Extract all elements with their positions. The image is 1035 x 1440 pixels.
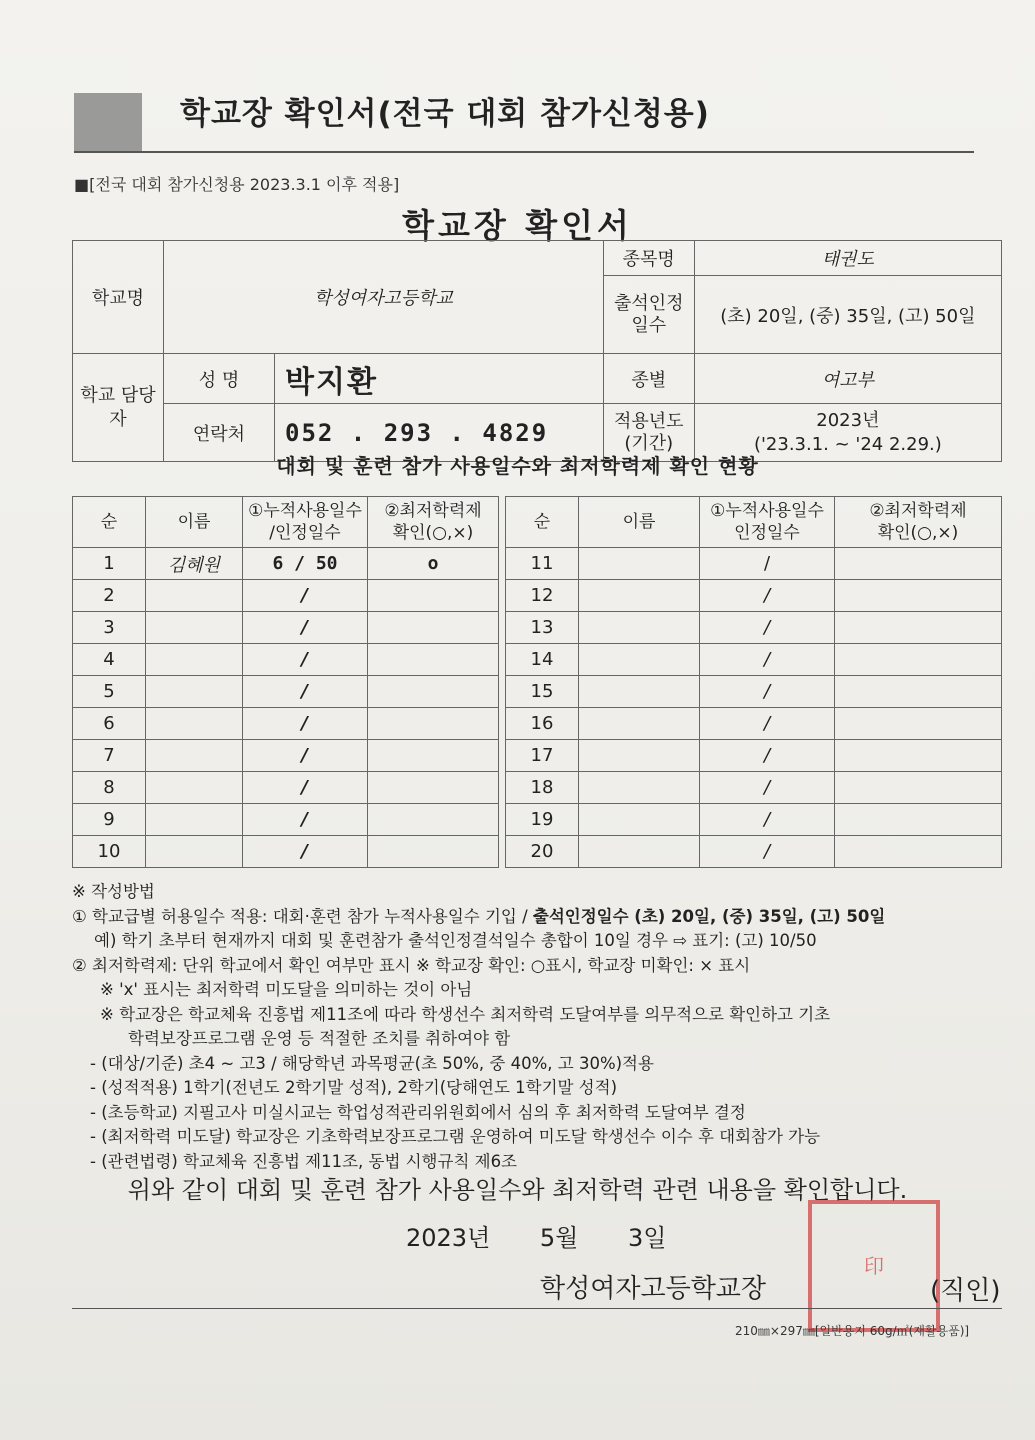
footer-divider bbox=[72, 1308, 1002, 1309]
table-row bbox=[73, 612, 1002, 644]
academic-check bbox=[368, 644, 499, 676]
table-row bbox=[73, 548, 1002, 580]
instruction-line: ※ 학교장은 학교체육 진흥법 제11조에 따라 학생선수 최저학력 도달여부를 의무적으로 확인하고 기초 bbox=[100, 1004, 831, 1024]
col-days-left bbox=[243, 497, 368, 548]
staff-label: 학교 담당자 bbox=[73, 354, 164, 462]
row-number: 5 bbox=[73, 676, 146, 708]
academic-check bbox=[835, 804, 1002, 836]
applicability-note: ■[전국 대회 참가신청용 2023.3.1 이후 적용] bbox=[74, 175, 400, 194]
col-check-left-line2: 확인(○,×) bbox=[392, 523, 474, 543]
academic-check bbox=[368, 836, 499, 868]
academic-check bbox=[368, 676, 499, 708]
days-used: / bbox=[243, 644, 368, 676]
column-gap bbox=[499, 676, 506, 708]
contact-label: 연락처 bbox=[164, 404, 275, 462]
row-number: 6 bbox=[73, 708, 146, 740]
days-used: / bbox=[700, 772, 835, 804]
instructions-block bbox=[72, 880, 1012, 1174]
col-name-left: 이름 bbox=[146, 497, 243, 548]
days-used: / bbox=[700, 644, 835, 676]
table-row bbox=[73, 708, 1002, 740]
official-seal-stamp: 印 bbox=[808, 1200, 940, 1332]
col-days-right-line1: ①누적사용일수 bbox=[710, 501, 824, 521]
column-gap bbox=[499, 580, 506, 612]
col-no-right: 순 bbox=[506, 497, 579, 548]
attendance-label: 출석인정 일수 bbox=[603, 276, 694, 354]
name-label: 성 명 bbox=[164, 354, 275, 404]
academic-check bbox=[835, 644, 1002, 676]
student-name bbox=[579, 676, 700, 708]
academic-check bbox=[835, 708, 1002, 740]
date-month: 5월 bbox=[539, 1224, 579, 1252]
paper-spec: 210㎜×297㎜[일반용지 60g/㎡(재활용품)] bbox=[735, 1324, 970, 1338]
days-used: / bbox=[243, 804, 368, 836]
student-name bbox=[579, 740, 700, 772]
col-days-left-line2: /인정일수 bbox=[269, 523, 341, 543]
academic-check bbox=[835, 740, 1002, 772]
row-number: 19 bbox=[506, 804, 579, 836]
column-gap bbox=[499, 708, 506, 740]
academic-check bbox=[368, 612, 499, 644]
instruction-line: ※ 'x' 표시는 최저학력 미도달을 의미하는 것이 아님 bbox=[100, 980, 473, 999]
instruction-line: - (성적적용) 1학기(전년도 2학기말 성적), 2학기(당해연도 1학기말 성적) bbox=[90, 1078, 618, 1097]
name-handwritten: 박지환 bbox=[275, 354, 604, 404]
student-name bbox=[146, 580, 243, 612]
principal-signature: 학성여자고등학교장 bbox=[540, 1274, 767, 1304]
col-days-right-line2: 인정일수 bbox=[734, 523, 800, 543]
column-gap bbox=[499, 804, 506, 836]
row-number: 20 bbox=[506, 836, 579, 868]
table-row bbox=[73, 836, 1002, 868]
academic-check bbox=[368, 580, 499, 612]
student-name bbox=[146, 804, 243, 836]
academic-check bbox=[368, 708, 499, 740]
instruction-line: - (최저학력 미도달) 학교장은 기초학력보장프로그램 운영하여 미도달 학생선수 이수 후 대회참가 가능 bbox=[90, 1127, 821, 1146]
student-name bbox=[579, 708, 700, 740]
academic-check bbox=[835, 676, 1002, 708]
column-gap bbox=[499, 740, 506, 772]
instruction-line: - (초등학교) 지필고사 미실시교는 학업성적관리위원회에서 심의 후 최저학력 도달여부 결정 bbox=[90, 1102, 746, 1122]
instruction-line: ② 최저학력제: 단위 학교에서 확인 여부만 표시 ※ 학교장 확인: ○표시, 학교장 미확인: × 표시 bbox=[72, 955, 751, 975]
year-value: 2023년 bbox=[816, 409, 880, 431]
row-number: 17 bbox=[506, 740, 579, 772]
column-gap bbox=[499, 772, 506, 804]
days-used: / bbox=[700, 804, 835, 836]
academic-check bbox=[835, 836, 1002, 868]
table-row bbox=[73, 676, 1002, 708]
table-row bbox=[73, 740, 1002, 772]
instruction-line: 예) 학기 초부터 현재까지 대회 및 훈련참가 출석인정결석일수 총합이 10일 경우 ⇨ 표기: (고) 10/50 bbox=[94, 931, 817, 950]
table-row bbox=[73, 772, 1002, 804]
days-used: / bbox=[700, 740, 835, 772]
student-name bbox=[146, 740, 243, 772]
col-check-right bbox=[835, 497, 1002, 548]
days-used: / bbox=[700, 612, 835, 644]
table-row bbox=[73, 644, 1002, 676]
days-used: / bbox=[700, 836, 835, 868]
sport-value: 태권도 bbox=[694, 241, 1001, 276]
col-name-right: 이름 bbox=[579, 497, 700, 548]
student-name bbox=[579, 548, 700, 580]
column-gap bbox=[499, 548, 506, 580]
row-number: 4 bbox=[73, 644, 146, 676]
student-name bbox=[146, 644, 243, 676]
student-name bbox=[579, 772, 700, 804]
instruction-line: - (대상/기준) 초4 ~ 고3 / 해당학년 과목평균(초 50%, 중 40%, 고 30%)적용 bbox=[90, 1053, 654, 1073]
column-gap bbox=[499, 836, 506, 868]
header-underline bbox=[74, 151, 974, 153]
instruction-line bbox=[72, 905, 1012, 930]
division-value: 여고부 bbox=[694, 354, 1001, 404]
signature-date bbox=[406, 1218, 708, 1253]
student-name bbox=[579, 836, 700, 868]
instruction-line: 학력보장프로그램 운영 등 적절한 조치를 취하여야 함 bbox=[128, 1029, 511, 1048]
instruction-line: - (관련법령) 학교체육 진흥법 제11조, 동법 시행규칙 제6조 bbox=[90, 1151, 517, 1171]
academic-check bbox=[368, 772, 499, 804]
academic-check bbox=[368, 740, 499, 772]
header-title: 학교장 확인서(전국 대회 참가신청용) bbox=[180, 96, 710, 132]
attendance-value: (초) 20일, (중) 35일, (고) 50일 bbox=[694, 276, 1001, 354]
official-seal-label: (직인) bbox=[930, 1276, 1001, 1306]
student-name bbox=[579, 804, 700, 836]
academic-check bbox=[368, 804, 499, 836]
row-number: 14 bbox=[506, 644, 579, 676]
row-number: 15 bbox=[506, 676, 579, 708]
col-check-right-line2: 확인(○,×) bbox=[877, 523, 959, 543]
row-number: 9 bbox=[73, 804, 146, 836]
row-number: 7 bbox=[73, 740, 146, 772]
instructions-heading: ※ 작성방법 bbox=[72, 882, 155, 901]
date-year: 2023년 bbox=[406, 1224, 491, 1252]
student-name bbox=[579, 580, 700, 612]
student-name bbox=[146, 612, 243, 644]
days-used: / bbox=[243, 836, 368, 868]
academic-check bbox=[835, 772, 1002, 804]
date-day: 3일 bbox=[628, 1224, 667, 1252]
row-number: 2 bbox=[73, 580, 146, 612]
school-value: 학성여자고등학교 bbox=[164, 241, 604, 354]
period-value: ('23.3.1. ~ '24 2.29.) bbox=[753, 433, 942, 455]
col-days-left-line1: ①누적사용일수 bbox=[248, 501, 362, 521]
days-used: / bbox=[243, 708, 368, 740]
days-used: / bbox=[243, 580, 368, 612]
academic-check bbox=[835, 612, 1002, 644]
table-row bbox=[73, 804, 1002, 836]
days-used: / bbox=[700, 548, 835, 580]
school-info-table bbox=[72, 240, 1002, 462]
table-row bbox=[73, 580, 1002, 612]
contact-handwritten: 052 . 293 . 4829 bbox=[275, 404, 604, 462]
student-name bbox=[579, 644, 700, 676]
col-check-right-line1: ②최저학력제 bbox=[869, 501, 967, 521]
column-gap bbox=[499, 644, 506, 676]
row-number: 12 bbox=[506, 580, 579, 612]
days-used: / bbox=[700, 708, 835, 740]
division-label: 종별 bbox=[603, 354, 694, 404]
student-name bbox=[146, 772, 243, 804]
student-name bbox=[146, 676, 243, 708]
row-number: 16 bbox=[506, 708, 579, 740]
col-check-left bbox=[368, 497, 499, 548]
column-gap bbox=[499, 612, 506, 644]
section-title: 대회 및 훈련 참가 사용일수와 최저학력제 확인 현황 bbox=[276, 454, 759, 478]
days-used: / bbox=[700, 580, 835, 612]
confirmation-statement: 위와 같이 대회 및 훈련 참가 사용일수와 최저학력 관련 내용을 확인합니다. bbox=[127, 1176, 908, 1204]
student-name bbox=[146, 836, 243, 868]
column-gap bbox=[499, 497, 506, 548]
instruction-bold-text: 출석인정일수 (초) 20일, (중) 35일, (고) 50일 bbox=[532, 906, 886, 926]
roster-header-row bbox=[73, 497, 1002, 548]
document-title: 학교장 확인서 bbox=[402, 206, 633, 245]
instruction-text: ① 학교급별 허용일수 적용: 대회·훈련 참가 누적사용일수 기입 / bbox=[72, 906, 533, 926]
days-used: 6 / 50 bbox=[243, 548, 368, 580]
col-check-left-line1: ②최저학력제 bbox=[384, 501, 482, 521]
student-name bbox=[146, 708, 243, 740]
header-gray-block bbox=[74, 93, 142, 151]
row-number: 1 bbox=[73, 548, 146, 580]
academic-check: o bbox=[368, 548, 499, 580]
days-used: / bbox=[243, 612, 368, 644]
year-label: 적용년도 (기간) bbox=[603, 404, 694, 462]
academic-check bbox=[835, 548, 1002, 580]
days-used: / bbox=[243, 676, 368, 708]
academic-check bbox=[835, 580, 1002, 612]
col-no-left: 순 bbox=[73, 497, 146, 548]
sport-label: 종목명 bbox=[603, 241, 694, 276]
row-number: 8 bbox=[73, 772, 146, 804]
days-used: / bbox=[700, 676, 835, 708]
student-name bbox=[579, 612, 700, 644]
row-number: 10 bbox=[73, 836, 146, 868]
days-used: / bbox=[243, 772, 368, 804]
student-name: 김혜원 bbox=[146, 548, 243, 580]
row-number: 18 bbox=[506, 772, 579, 804]
school-label: 학교명 bbox=[73, 241, 164, 354]
days-used: / bbox=[243, 740, 368, 772]
col-days-right bbox=[700, 497, 835, 548]
roster-table bbox=[72, 496, 1002, 868]
row-number: 11 bbox=[506, 548, 579, 580]
row-number: 3 bbox=[73, 612, 146, 644]
row-number: 13 bbox=[506, 612, 579, 644]
